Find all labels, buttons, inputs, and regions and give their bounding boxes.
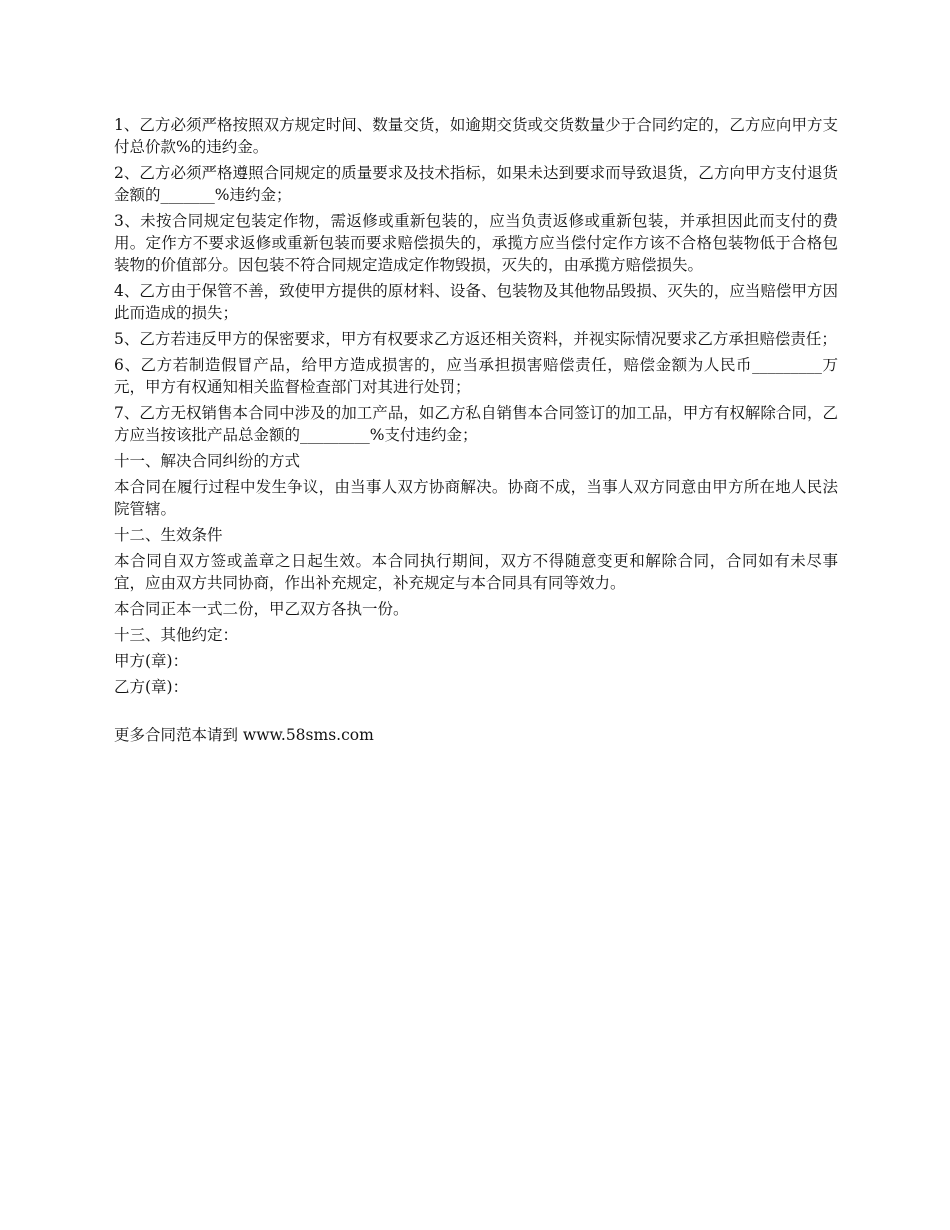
clause-1: 1、乙方必须严格按照双方规定时间、数量交货，如逾期交货或交货数量少于合同约定的，乙方应向甲方支付总价款%的违约金。 xyxy=(114,116,838,156)
clause-4: 4、乙方由于保管不善，致使甲方提供的原材料、设备、包装物及其他物品毁损、灭失的，应当赔偿甲方因此而造成的损失； xyxy=(114,282,838,322)
effectiveness-text: 本合同自双方签或盖章之日起生效。本合同执行期间，双方不得随意变更和解除合同，合同如有未尽事宜，应由双方共同协商，作出补充规定，补充规定与本合同具有同等效力。 xyxy=(114,552,838,592)
footer-link-text: 更多合同范本请到 www.58sms.com xyxy=(114,726,374,744)
party-b-seal: 乙方(章)： xyxy=(114,678,189,696)
clause-2: 2、乙方必须严格遵照合同规定的质量要求及技术指标，如果未达到要求而导致退货，乙方向甲方支付退货金额的_______%违约金； xyxy=(114,164,838,204)
dispute-resolution-text: 本合同在履行过程中发生争议，由当事人双方协商解决。协商不成，当事人双方同意由甲方所在地人民法院管辖。 xyxy=(114,478,838,518)
copies-text: 本合同正本一式二份，甲乙双方各执一份。 xyxy=(114,600,409,618)
section-heading-11: 十一、解决合同纠纷的方式 xyxy=(114,452,301,470)
document-page xyxy=(114,114,838,750)
party-a-seal: 甲方(章)： xyxy=(114,652,189,670)
clause-3: 3、未按合同规定包装定作物，需返修或重新包装的，应当负责返修或重新包装，并承担因此而支付的费用。定作方不要求返修或重新包装而要求赔偿损失的，承揽方应当偿付定作方该不合格包装物低于合格包装物的价值部分。因包装不符合同规定造成定作物毁损，灭失的，由承揽方赔偿损失。 xyxy=(114,212,838,274)
section-heading-13: 十三、其他约定： xyxy=(114,626,239,644)
clause-5: 5、乙方若违反甲方的保密要求，甲方有权要求乙方返还相关资料，并视实际情况要求乙方承担赔偿责任； xyxy=(114,330,837,348)
spacer xyxy=(114,702,838,724)
section-heading-12: 十二、生效条件 xyxy=(114,526,223,544)
clause-6: 6、乙方若制造假冒产品，给甲方造成损害的，应当承担损害赔偿责任，赔偿金额为人民币_________万元，甲方有权通知相关监督检查部门对其进行处罚； xyxy=(114,356,838,396)
clause-7: 7、乙方无权销售本合同中涉及的加工产品，如乙方私自销售本合同签订的加工品，甲方有权解除合同，乙方应当按该批产品总金额的_________%支付违约金； xyxy=(114,404,838,444)
